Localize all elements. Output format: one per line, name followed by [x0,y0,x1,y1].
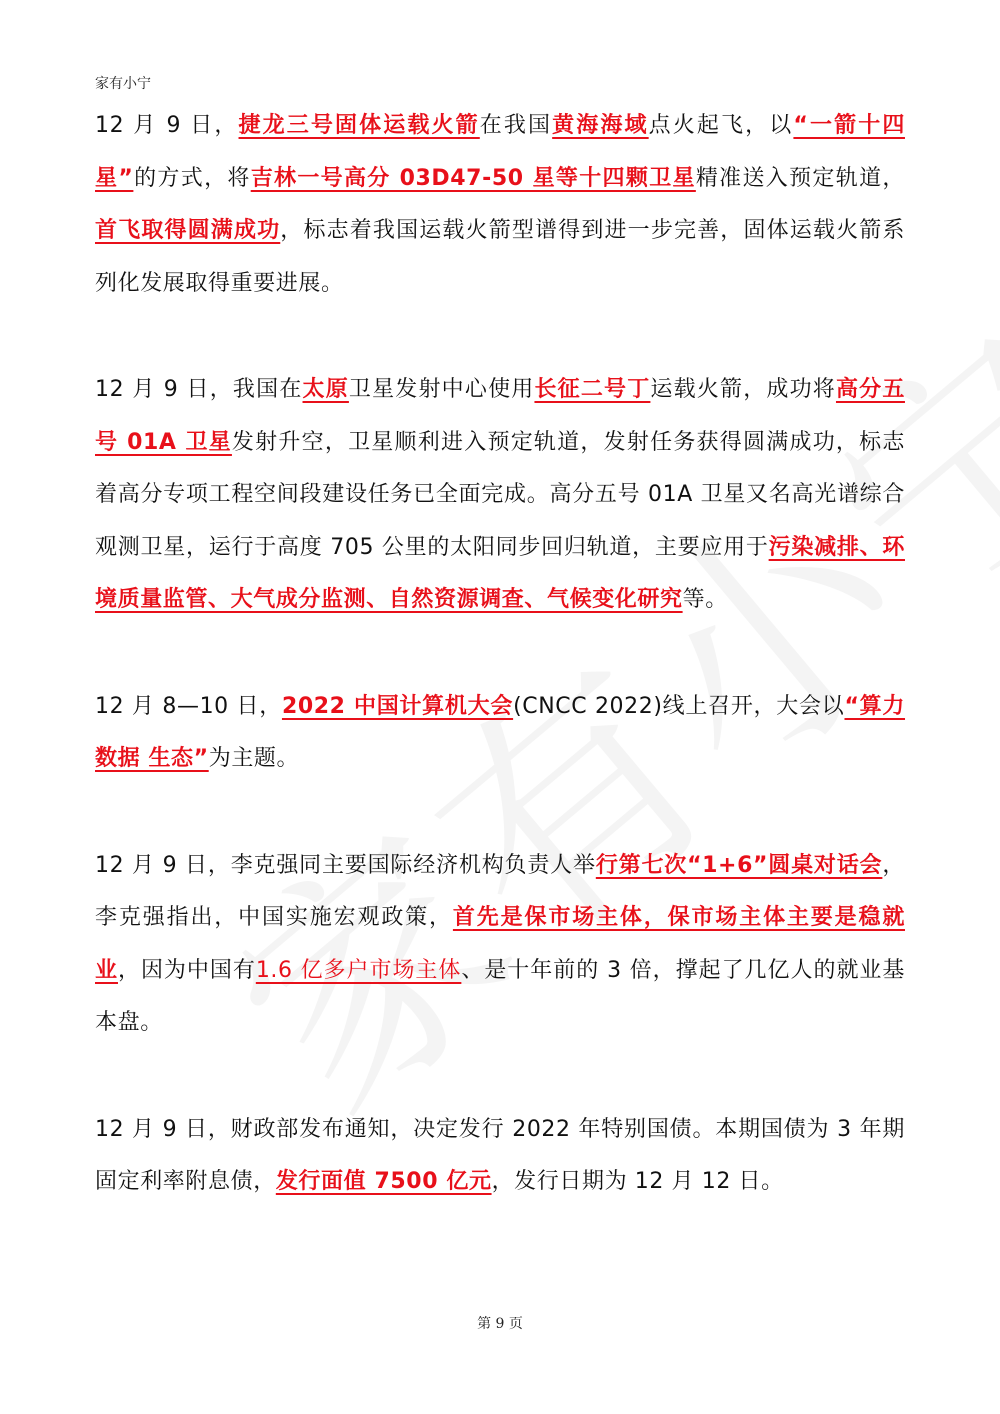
highlighted-text: 2022 中国计算机大会 [281,693,514,719]
highlighted-text: 高分五号 01A 卫星 [95,377,905,455]
text-run: 精准送入预定轨道， [695,165,905,191]
text-run: ，因为中国有 [117,957,256,983]
text-run: 在我国 [479,113,553,138]
highlighted-text: 吉林一号高分 03D47-50 星等十四颗卫星 [250,165,696,191]
highlighted-text: 长征二号丁 [534,377,651,402]
highlighted-text: 捷龙三号固体运载火箭 [238,113,480,138]
text-run: 等。 [682,587,728,612]
text-run: 卫星发射中心使用 [348,377,535,402]
page-header: 家有小宁 [95,76,151,92]
text-run: 12 月 9 日，我国在 [95,377,303,402]
text-run: ，标志着我国运载火箭型谱得到进一步完善，固体运载火箭系列化发展取得重要进展。 [95,218,906,296]
page-number: 第 9 页 [477,1316,523,1332]
paragraph [95,364,905,627]
highlighted-text: “一箭十四星” [95,113,905,191]
document-body [95,100,905,1263]
highlighted-text: 1.6 亿多户市场主体 [255,957,462,983]
text-run: 发射升空，卫星顺利进入预定轨道，发射任务获得圆满成功，标志着高分专项工程空间段建设任务已全面完成。高分五号 01A 卫星又名高光谱综合观测卫星，运行于高度 705 公里的太阳同步回归轨道，主要应用于 [95,429,905,560]
paragraph [95,100,905,310]
text-run: ，李克强指出，中国实施宏观政策， [95,852,905,930]
paragraph [95,840,905,1050]
text-run: 运载火箭，成功将 [650,377,836,402]
text-run: 12 月 9 日，财政部发布通知，决定发行 2022 年特别国债。本期国债为 3 年期固定利率附息债， [95,1116,905,1194]
text-run: (CNCC 2022)线上召开，大会以 [513,693,845,719]
text-run: 12 月 8—10 日， [95,693,282,719]
highlighted-text: 首飞取得圆满成功 [95,218,281,243]
paragraph [95,681,905,786]
text-run: 为主题。 [208,746,300,771]
text-run: 12 月 9 日，李克强同主要国际经济机构负责人举 [95,852,596,878]
text-run: 点火起飞，以 [648,113,794,138]
highlighted-text: 污染减排、环境质量监管、大气成分监测、自然资源调查、气候变化研究 [95,534,905,612]
paragraph [95,1104,905,1209]
highlighted-text: 首先是保市场主体，保市场主体主要是稳就业 [95,905,905,983]
highlighted-text: 行第七次“1+6”圆桌对话会 [595,852,883,878]
text-run: 12 月 9 日， [95,113,239,138]
highlighted-text: 发行面值 7500 亿元 [275,1169,492,1194]
text-run: ，发行日期为 12 月 12 日。 [491,1169,784,1194]
text-run: 的方式，将 [133,165,251,191]
highlighted-text: 黄海海域 [552,113,649,138]
highlighted-text: “算力 数据 生态” [95,693,906,771]
text-run: 、是十年前的 3 倍，撑起了几亿人的就业基本盘。 [95,957,905,1035]
highlighted-text: 太原 [302,377,349,402]
